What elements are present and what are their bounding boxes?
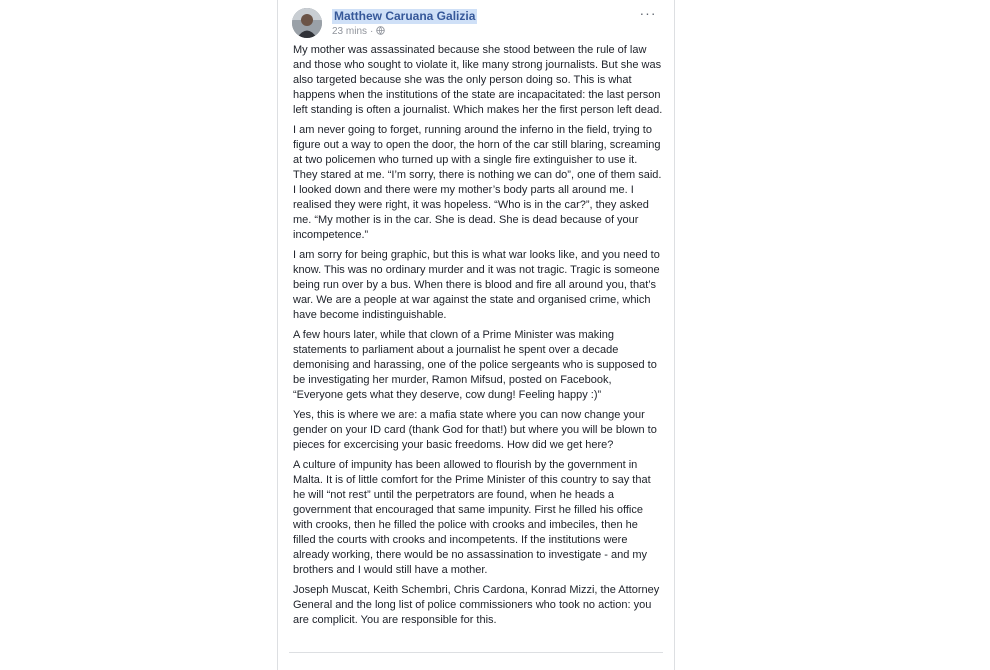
post-paragraph: I am sorry for being graphic, but this is what war looks like, and you need to know. This was no ordinary murder and it was not tragic. Tragic is someone being run over by a bus. When there is blood and fire all around you, that’s war. We are a people at war against the state and organised crime, which have become indistinguishable.	[293, 249, 660, 321]
post-paragraph: I am never going to forget, running around the inferno in the field, trying to figure out a way to open the door, the horn of the car still blaring, screaming at two policemen who turned up with a single fire extinguisher to use it. They stared at me. “I’m sorry, there is nothing we can do”, one of them said. I looked down and there were my mother’s body parts all around me. I realised they were right, it was hopeless. “Who is in the car?”, they asked me. “My mother is in the car. She is dead. She is dead because of your incompetence.”	[293, 124, 662, 241]
author-avatar[interactable]	[292, 8, 322, 38]
post-paragraph: A culture of impunity has been allowed to flourish by the government in Malta. It is of little comfort for the Prime Minister of this country to say that he will “not rest” until the perpetrators are found, when he heads a government that encouraged that same impunity. First he filled his office with crooks, then he filled the police with crooks and imbeciles, then he filled the courts with crooks and incompetents. If the institutions were already working, there would be no assassination to investigate - and my brothers and I would still have a mother.	[293, 459, 651, 576]
post-header	[292, 5, 664, 40]
facebook-post-card	[277, 0, 675, 670]
author-name-link[interactable]: Matthew Caruana Galizia	[334, 9, 476, 23]
post-timestamp[interactable]: 23 mins	[332, 26, 368, 37]
post-paragraph: Yes, this is where we are: a mafia state where you can now change your gender on your ID card (thank God for that!) but where you will be blown to pieces for excercising your basic freedoms. How did we get here?	[293, 409, 657, 451]
globe-icon[interactable]	[376, 26, 385, 39]
more-options-icon[interactable]: ···	[639, 5, 657, 21]
post-meta	[332, 26, 385, 39]
post-paragraph: My mother was assassinated because she stood between the rule of law and those who sought to violate it, like many strong journalists. But she was also targeted because she was the only person doing so. This is what happens when the institutions of the state are incapacitated: the last person left standing is often a journalist. Which makes her the first person left dead.	[293, 44, 663, 116]
meta-separator: ·	[370, 26, 374, 37]
post-paragraph: Joseph Muscat, Keith Schembri, Chris Cardona, Konrad Mizzi, the Attorney General and the long list of police commissioners who took no action: you are complicit. You are responsible for this.	[293, 584, 660, 626]
post-paragraph: A few hours later, while that clown of a Prime Minister was making statements to parliament about a journalist he spent over a decade demonising and harassing, one of the police sergeants who is supposed to be investigating her murder, Ramon Mifsud, posted on Facebook, “Everyone gets what they deserve, cow dung! Feeling happy :)”	[293, 329, 657, 401]
post-footer-divider	[289, 652, 663, 653]
post-body	[293, 43, 663, 633]
